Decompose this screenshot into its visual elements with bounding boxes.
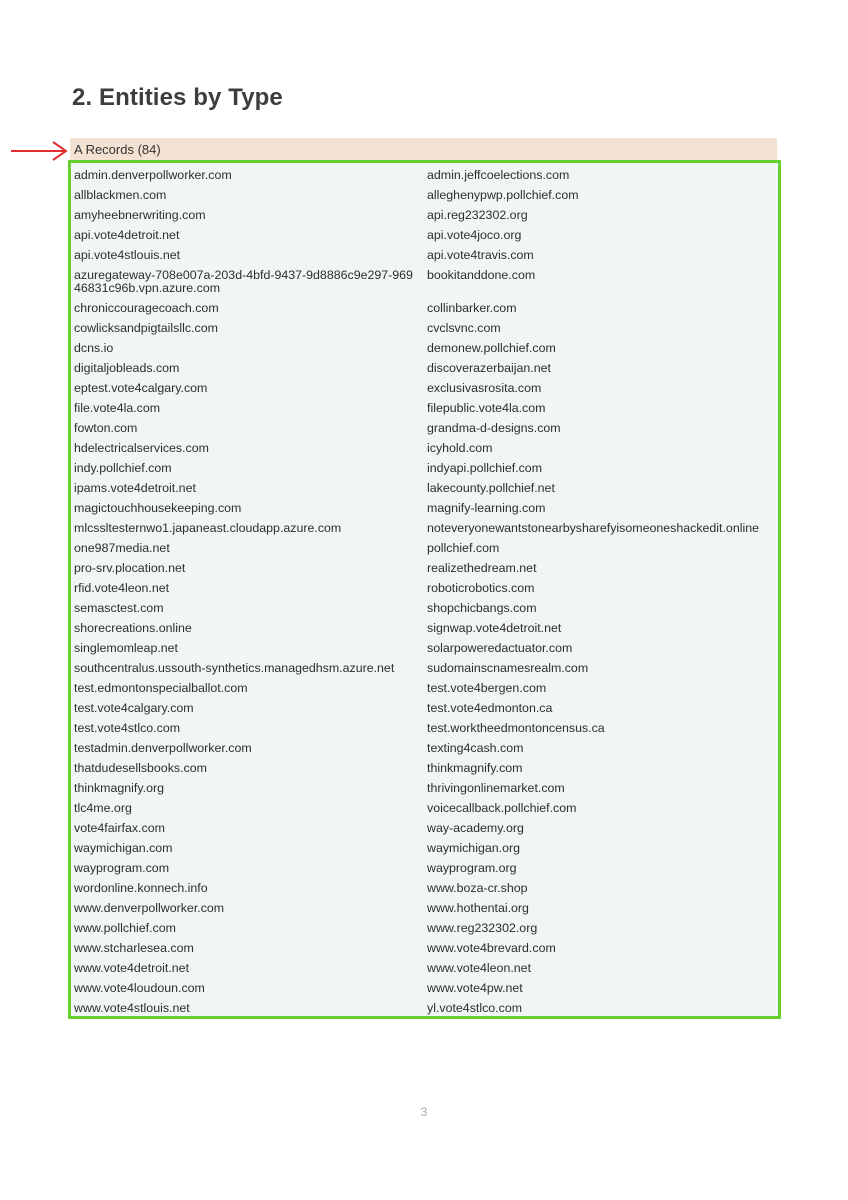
record-left: www.vote4detroit.net (74, 961, 190, 975)
record-right: waymichigan.org (427, 841, 520, 855)
record-left: api.vote4detroit.net (74, 228, 180, 242)
page-number: 3 (420, 1105, 428, 1119)
record-left: amyheebnerwriting.com (74, 208, 206, 222)
record-right: solarpoweredactuator.com (427, 641, 573, 655)
record-left: one987media.net (74, 541, 170, 555)
record-left: dcns.io (74, 341, 114, 355)
records-grid (74, 165, 774, 1018)
record-right: filepublic.vote4la.com (427, 401, 546, 415)
record-right: yl.vote4stlco.com (427, 1001, 523, 1015)
record-right: indyapi.pollchief.com (427, 461, 543, 475)
record-right: test.vote4bergen.com (427, 681, 547, 695)
record-right: api.vote4travis.com (427, 248, 534, 262)
record-left: shorecreations.online (74, 621, 192, 635)
record-left: thinkmagnify.org (74, 781, 164, 795)
records-table (68, 160, 781, 1019)
record-right: noteveryonewantstonearbysharefyisomeoneshackedit.online (427, 521, 760, 535)
red-arrow-icon (9, 139, 69, 163)
record-left: www.stcharlesea.com (74, 941, 194, 955)
record-left: chroniccouragecoach.com (74, 301, 219, 315)
record-right: thinkmagnify.com (427, 761, 523, 775)
record-left: eptest.vote4calgary.com (74, 381, 208, 395)
record-right: way-academy.org (427, 821, 524, 835)
record-right: roboticrobotics.com (427, 581, 535, 595)
record-right: bookitanddone.com (427, 268, 536, 282)
record-right: discoverazerbaijan.net (427, 361, 551, 375)
record-right: collinbarker.com (427, 301, 517, 315)
record-left: tlc4me.org (74, 801, 132, 815)
record-right: lakecounty.pollchief.net (427, 481, 555, 495)
record-left: wayprogram.com (74, 861, 170, 875)
record-right: test.worktheedmontoncensus.ca (427, 721, 605, 735)
record-left: test.vote4calgary.com (74, 701, 194, 715)
record-right: exclusivasrosita.com (427, 381, 542, 395)
record-left: file.vote4la.com (74, 401, 161, 415)
record-left: rfid.vote4leon.net (74, 581, 170, 595)
record-left: www.denverpollworker.com (74, 901, 225, 915)
page-heading: 2. Entities by Type (72, 84, 283, 111)
record-right: alleghenypwp.pollchief.com (427, 188, 579, 202)
record-left: singlemomleap.net (74, 641, 179, 655)
record-left: indy.pollchief.com (74, 461, 172, 475)
record-left: www.pollchief.com (74, 921, 176, 935)
record-right: texting4cash.com (427, 741, 524, 755)
record-right: demonew.pollchief.com (427, 341, 556, 355)
record-right: www.boza-cr.shop (427, 881, 528, 895)
record-left: thatdudesellsbooks.com (74, 761, 207, 775)
record-right: pollchief.com (427, 541, 500, 555)
record-left: semasctest.com (74, 601, 164, 615)
record-left: testadmin.denverpollworker.com (74, 741, 252, 755)
record-left: www.vote4stlouis.net (74, 1001, 190, 1015)
record-right: api.reg232302.org (427, 208, 528, 222)
record-left: azuregateway-708e007a-203d-4bfd-9437-9d8886c9e297-96946831c96b.vpn.azure.com (74, 268, 413, 295)
record-left: test.edmontonspecialballot.com (74, 681, 248, 695)
record-left: mlcssltesternwo1.japaneast.cloudapp.azure.com (74, 521, 342, 535)
record-right: cvclsvnc.com (427, 321, 501, 335)
record-right: signwap.vote4detroit.net (427, 621, 562, 635)
record-left: test.vote4stlco.com (74, 721, 181, 735)
record-right: www.hothentai.org (427, 901, 529, 915)
record-right: test.vote4edmonton.ca (427, 701, 553, 715)
record-left: pro-srv.plocation.net (74, 561, 186, 575)
record-right: grandma-d-designs.com (427, 421, 561, 435)
record-left: digitaljobleads.com (74, 361, 180, 375)
record-right: api.vote4joco.org (427, 228, 522, 242)
record-left: southcentralus.ussouth-synthetics.managedhsm.azure.net (74, 661, 395, 675)
record-right: www.vote4brevard.com (427, 941, 556, 955)
record-left: admin.denverpollworker.com (74, 168, 232, 182)
record-right: voicecallback.pollchief.com (427, 801, 577, 815)
record-right: www.vote4leon.net (427, 961, 532, 975)
section-title: A Records (84) (74, 142, 161, 157)
record-right: realizethedream.net (427, 561, 537, 575)
record-right: admin.jeffcoelections.com (427, 168, 570, 182)
record-left: ipams.vote4detroit.net (74, 481, 196, 495)
section-header (70, 138, 777, 160)
record-right: www.reg232302.org (427, 921, 538, 935)
record-left: hdelectricalservices.com (74, 441, 209, 455)
record-left: waymichigan.com (74, 841, 173, 855)
record-left: magictouchhousekeeping.com (74, 501, 242, 515)
record-right: icyhold.com (427, 441, 493, 455)
record-left: fowton.com (74, 421, 138, 435)
record-left: www.vote4loudoun.com (74, 981, 205, 995)
record-left: vote4fairfax.com (74, 821, 165, 835)
record-right: shopchicbangs.com (427, 601, 537, 615)
record-left: api.vote4stlouis.net (74, 248, 181, 262)
record-left: wordonline.konnech.info (74, 881, 208, 895)
record-left: cowlicksandpigtailsllc.com (74, 321, 218, 335)
record-right: sudomainscnamesrealm.com (427, 661, 589, 675)
record-right: wayprogram.org (427, 861, 517, 875)
record-left: allblackmen.com (74, 188, 167, 202)
record-right: magnify-learning.com (427, 501, 546, 515)
record-right: thrivingonlinemarket.com (427, 781, 565, 795)
record-right: www.vote4pw.net (427, 981, 523, 995)
